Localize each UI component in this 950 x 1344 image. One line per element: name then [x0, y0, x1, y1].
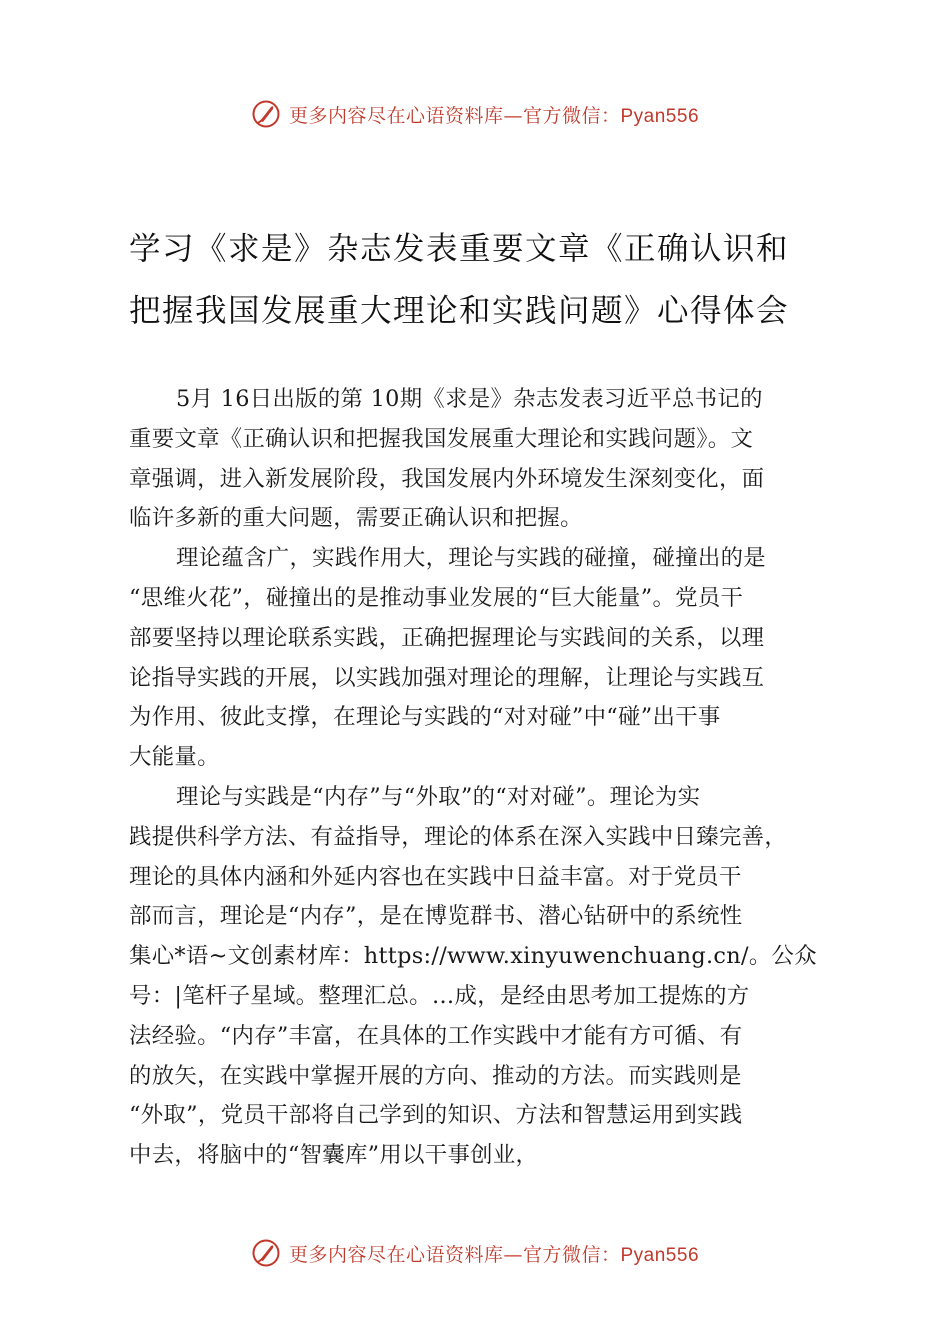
body-line: 践提供科学方法、有益指导，理论的体系在深入实践中日臻完善，: [129, 823, 788, 850]
body-line: “思维火花”，碰撞出的是推动事业发展的“巨大能量”。党员干: [129, 584, 744, 611]
body-line: 大能量。: [129, 744, 220, 771]
banner-wechat-id: Pyan556: [620, 105, 700, 127]
body-line: 论指导实践的开展，以实践加强对理论的理解，让理论与实践互: [129, 664, 765, 691]
body-line: 法经验。“内存”丰富，在具体的工作实践中才能有方可循、有: [129, 1022, 743, 1049]
body-line: 的放矢，在实践中掌握开展的方向、推动的方法。而实践则是: [129, 1062, 742, 1089]
banner-wechat-id: Pyan556: [620, 1244, 700, 1266]
header-banner: [0, 94, 950, 134]
body-line: “外取”，党员干部将自己学到的知识、方法和智慧运用到实践: [129, 1102, 743, 1129]
body-line: 临许多新的重大问题，需要正确认识和把握。: [129, 505, 583, 532]
body-line: 号：|笔杆子星域。整理汇总。…成，是经由思考加工提炼的方: [129, 982, 750, 1009]
body-line: 理论与实践是“内存”与“外取”的“对对碰”。理论为实: [176, 783, 701, 810]
body-line: 为作用、彼此支撑，在理论与实践的“对对碰”中“碰”出干事: [129, 704, 721, 731]
body-line: 中去，将脑中的“智囊库”用以干事创业，: [129, 1142, 539, 1169]
banner-label: 更多内容尽在心语资料库—官方微信：: [288, 104, 621, 127]
body-line: 集心*语~文创素材库：https://www.xinyuwenchuang.cn/。公众: [129, 943, 817, 970]
quill-pen-icon: [251, 99, 281, 129]
body-line: 理论的具体内涵和外延内容也在实践中日益丰富。对于党员干: [129, 863, 742, 890]
banner-label: 更多内容尽在心语资料库—官方微信：: [288, 1243, 621, 1266]
footer-banner: [0, 1233, 950, 1273]
quill-pen-icon: [251, 1238, 281, 1268]
banner-text: [289, 1240, 699, 1267]
article-body: [129, 380, 845, 1176]
body-line: 章强调，进入新发展阶段，我国发展内外环境发生深刻变化，面: [129, 465, 765, 492]
body-line: 部而言，理论是“内存”，是在博览群书、潜心钻研中的系统性: [129, 903, 743, 930]
title-line: 把握我国发展重大理论和实践问题》心得体会: [129, 293, 790, 329]
article-title: [129, 218, 839, 342]
body-line: 部要坚持以理论联系实践，正确把握理论与实践间的关系，以理: [129, 624, 765, 651]
title-line: 学习《求是》杂志发表重要文章《正确认识和: [129, 231, 790, 267]
body-line: 5月 16日出版的第 10期《求是》杂志发表习近平总书记的: [176, 386, 763, 412]
banner-text: [289, 101, 699, 128]
body-line: 重要文章《正确认识和把握我国发展重大理论和实践问题》。文: [129, 425, 754, 452]
body-line: 理论蕴含广，实践作用大，理论与实践的碰撞，碰撞出的是: [176, 545, 766, 572]
